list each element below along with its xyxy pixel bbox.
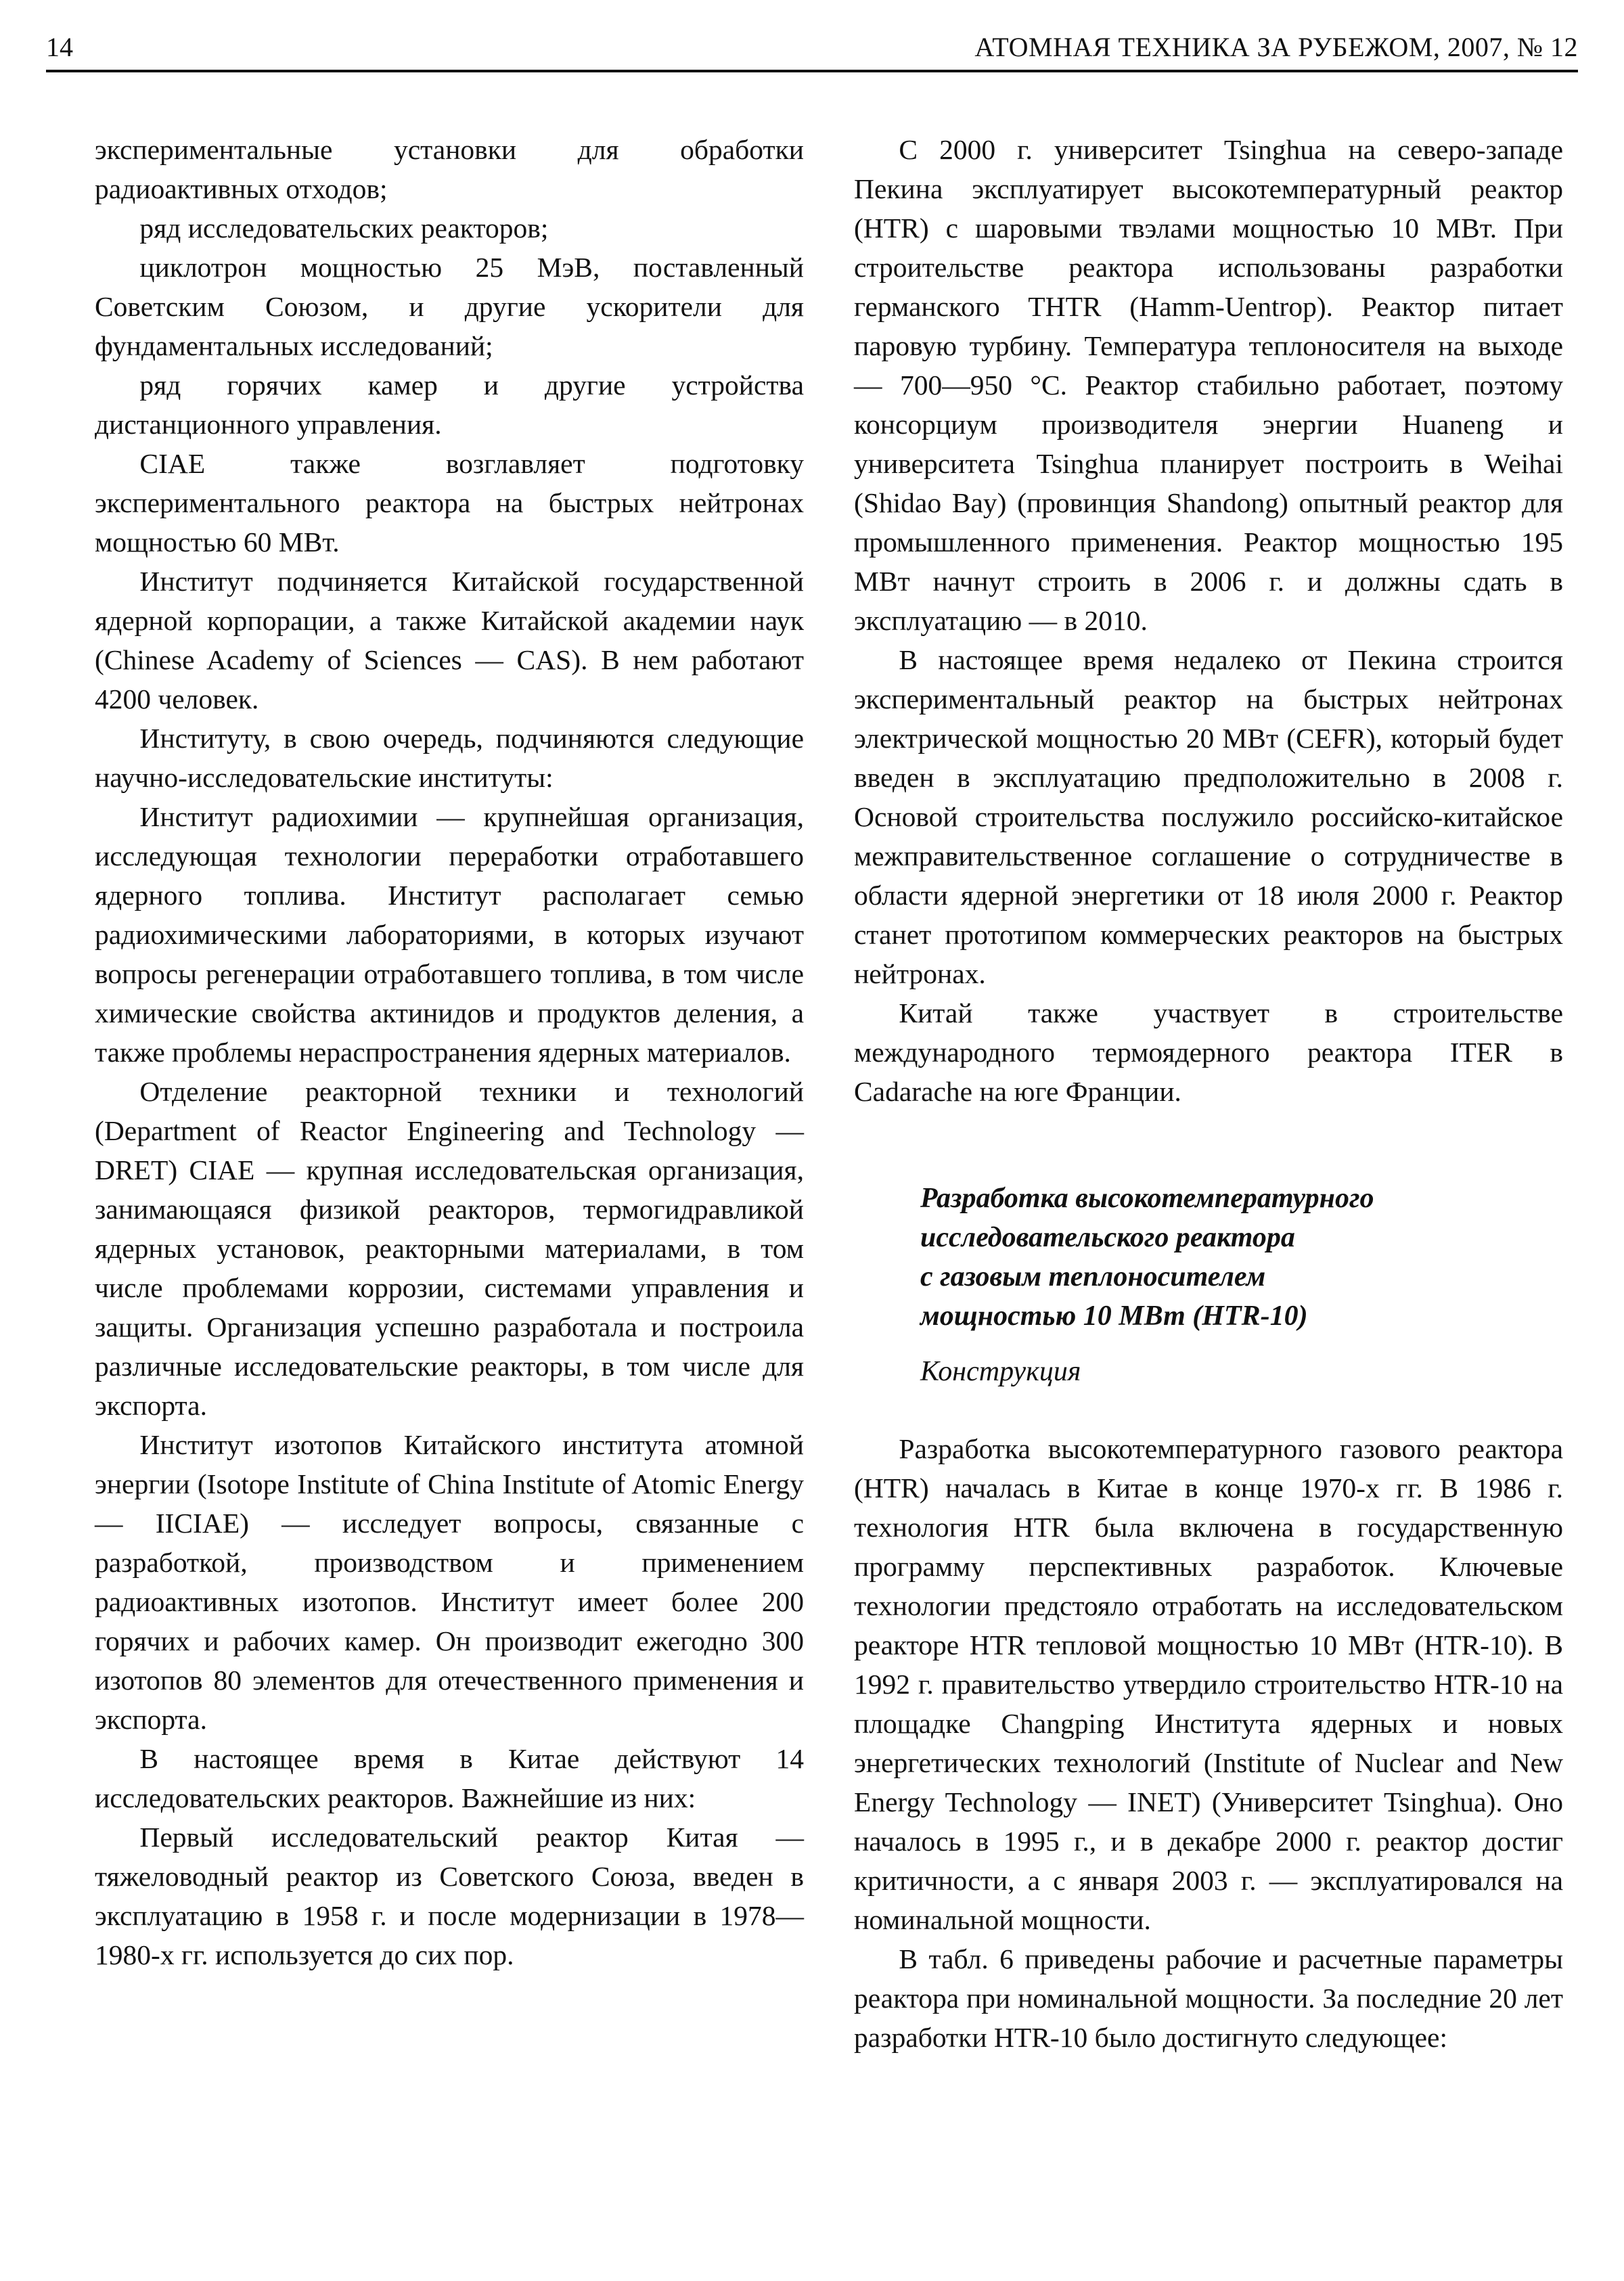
paragraph: В настоящее время недалеко от Пекина строится экспериментальный реактор на быстрых нейтронах электрической мощностью 20 МВт (CEFR), который будет введен в эксплуатацию предположительно в 2008 г. Основой строительства послужило российско-китайское межправительственное соглашение о сотрудничестве в области ядерной энергетики от 18 июля 2000 г. Реактор станет прототипом коммерческих реакторов на быстрых нейтронах. — [854, 644, 1563, 989]
page-header — [46, 28, 1578, 66]
section-heading-line: Разработка высокотемпературного — [920, 1183, 1374, 1214]
left-column — [95, 130, 804, 1974]
paragraph: Институту, в свою очередь, подчиняются следующие научно-исследовательские институты: — [95, 723, 804, 793]
paragraph: Китай также участвует в строительстве международного термоядерного реактора ITER в Cadarache на юге Франции. — [854, 997, 1563, 1107]
paragraph: Разработка высокотемпературного газового реактора (HTR) началась в Китае в конце 1970-х гг. В 1986 г. технология HTR была включена в государственную программу перспективных разработок. Ключевые технологии предстояло отработать на исследовательском реакторе HTR тепловой мощностью 10 МВт (HTR-10). В 1992 г. правительство утвердило строительство HTR-10 на площадке Changping Института ядерных и новых энергетических технологий (Institute of Nuclear and New Energy Technology — INET) (Университет Tsinghua). Оно началось в 1995 г., и в декабре 2000 г. реактор достиг критичности, а с января 2003 г. — эксплуатировался на номинальной мощности. — [854, 1433, 1563, 1935]
paragraph: Институт изотопов Китайского института атомной энергии (Isotope Institute of China Institute of Atomic Energy — IICIAE) — исследует вопросы, связанные с разработкой, производством и применением радиоактивных изотопов. Институт имеет более 200 горячих и рабочих камер. Он производит ежегодно 300 изотопов 80 элементов для отечественного применения и экспорта. — [95, 1429, 804, 1735]
paragraph: циклотрон мощностью 25 МэВ, поставленный Советским Союзом, и другие ускорители для фундаментальных исследований; — [95, 252, 804, 361]
journal-title: АТОМНАЯ ТЕХНИКА ЗА РУБЕЖОМ, 2007, № 12 — [974, 32, 1578, 62]
right-column — [854, 130, 1563, 2057]
paragraph: С 2000 г. университет Tsinghua на северо-западе Пекина эксплуатирует высокотемпературный реактор (HTR) с шаровыми твэлами мощностью 10 МВт. При строительстве реактора использованы разработки германского THTR (Hamm-Uentrop). Реактор питает паровую турбину. Температура теплоносителя на выходе — 700—950 °С. Реактор стабильно работает, поэтому консорциум производителя энергии Huaneng и университета Tsinghua планирует построить в Weihai (Shidao Bay) (провинция Shandong) опытный реактор для промышленного применения. Реактор мощностью 195 МВт начнут строить в 2006 г. и должны сдать в эксплуатацию — в 2010. — [854, 134, 1563, 636]
section-heading-line: мощностью 10 МВт (HTR-10) — [920, 1301, 1308, 1332]
paragraph: ряд горячих камер и другие устройства дистанционного управления. — [95, 369, 804, 440]
header-rule — [46, 70, 1578, 72]
paragraph: В настоящее время в Китае действуют 14 исследовательских реакторов. Важнейшие из них: — [95, 1743, 804, 1813]
paragraph: Отделение реакторной техники и технологий (Department of Reactor Engineering and Technology — DRET) CIAE — крупная исследовательская организация, занимающаяся физикой реакторов, термогидравликой ядерных установок, реакторными материалами, в том числе проблемами коррозии, системами управления и защиты. Организация успешно разработала и построила различные исследовательские реакторы, в том числе для экспорта. — [95, 1076, 804, 1421]
subheading: Конструкция — [920, 1356, 1081, 1387]
paragraph: ряд исследовательских реакторов; — [139, 212, 549, 244]
section-heading-line: с газовым теплоносителем — [920, 1261, 1266, 1292]
paragraph: Институт радиохимии — крупнейшая организация, исследующая технологии переработки отработавшего ядерного топлива. Институт располагает семью радиохимическими лабораториями, в которых изучают вопросы регенерации отработавшего топлива, в том числе химические свойства актинидов и продуктов деления, а также проблемы нераспространения ядерных материалов. — [95, 801, 804, 1068]
paragraph: Первый исследовательский реактор Китая — тяжеловодный реактор из Советского Союза, введен в эксплуатацию в 1958 г. и после модернизации в 1978—1980-х гг. используется до сих пор. — [95, 1822, 804, 1970]
page-number: 14 — [46, 32, 73, 62]
section-heading-line: исследовательского реактора — [920, 1222, 1295, 1253]
paragraph: экспериментальные установки для обработки радиоактивных отходов; — [95, 134, 804, 204]
paragraph: Институт подчиняется Китайской государственной ядерной корпорации, а также Китайской академии наук (Chinese Academy of Sciences — CAS). В нем работают 4200 человек. — [95, 566, 804, 715]
paragraph: В табл. 6 приведены рабочие и расчетные параметры реактора при номинальной мощности. За последние 20 лет разработки HTR-10 было достигнуто следующее: — [854, 1943, 1563, 2053]
paragraph: CIAE также возглавляет подготовку экспериментального реактора на быстрых нейтронах мощностью 60 МВт. — [95, 448, 804, 558]
section-heading — [854, 1179, 1563, 1336]
